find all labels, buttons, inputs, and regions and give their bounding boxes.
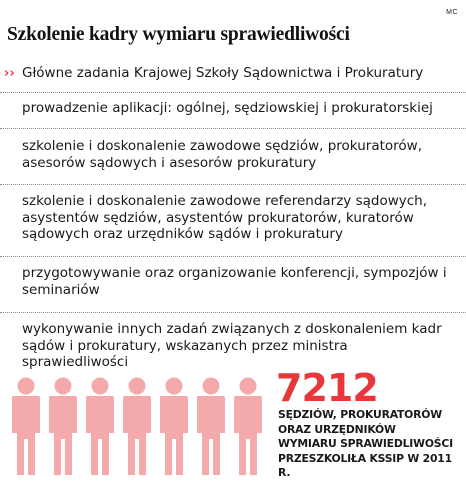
person-icon <box>197 378 225 476</box>
stat-value: 7212 <box>276 366 378 410</box>
list-header-row <box>0 57 466 93</box>
people-figures <box>8 377 270 477</box>
list-item: szkolenie i doskonalenie zawodowe referendarzy sądowych, asystentów sędziów, asystentów prokuratorów, kuratorów sądowych oraz urzędników sądów i prokuratury <box>0 185 466 257</box>
person-icon <box>49 378 77 476</box>
stat-caption-line: WYMIARU SPRAWIEDLIWOŚCI <box>278 437 453 450</box>
stat-caption-line: PRZESZKOLIŁA KSSIP W 2011 R. <box>278 451 452 479</box>
list-item: przygotowywanie oraz organizowanie konferencji, sympozjów i seminariów <box>0 257 466 313</box>
person-icon <box>86 378 114 476</box>
tasks-list <box>0 57 466 368</box>
page-title: Szkolenie kadry wymiaru sprawiedliwości <box>7 24 350 45</box>
corner-label: MC <box>446 9 458 16</box>
list-header: Główne zadania Krajowej Szkoły Sądownictwa i Prokuratury <box>22 65 424 81</box>
double-chevron-right-icon: ›› <box>4 66 15 81</box>
person-icon <box>12 378 40 476</box>
list-item: wykonywanie innych zadań związanych z doskonaleniem kadr sądów i prokuratury, wskazanych przez ministra sprawiedliwości <box>22 321 442 370</box>
list-item: prowadzenie aplikacji: ogólnej, sędziowskiej i prokuratorskiej <box>0 93 466 129</box>
person-icon <box>234 378 262 476</box>
list-item: szkolenie i doskonalenie zawodowe sędziów, prokuratorów, asesorów sądowych i asesorów prokuratury <box>0 129 466 185</box>
stat-caption-line: SĘDZIÓW, PROKURATORÓW <box>278 408 442 421</box>
stat-caption-line: ORAZ URZĘDNIKÓW <box>278 422 396 436</box>
person-icon <box>123 378 151 476</box>
stat-caption <box>278 408 466 481</box>
person-icon <box>160 378 188 476</box>
